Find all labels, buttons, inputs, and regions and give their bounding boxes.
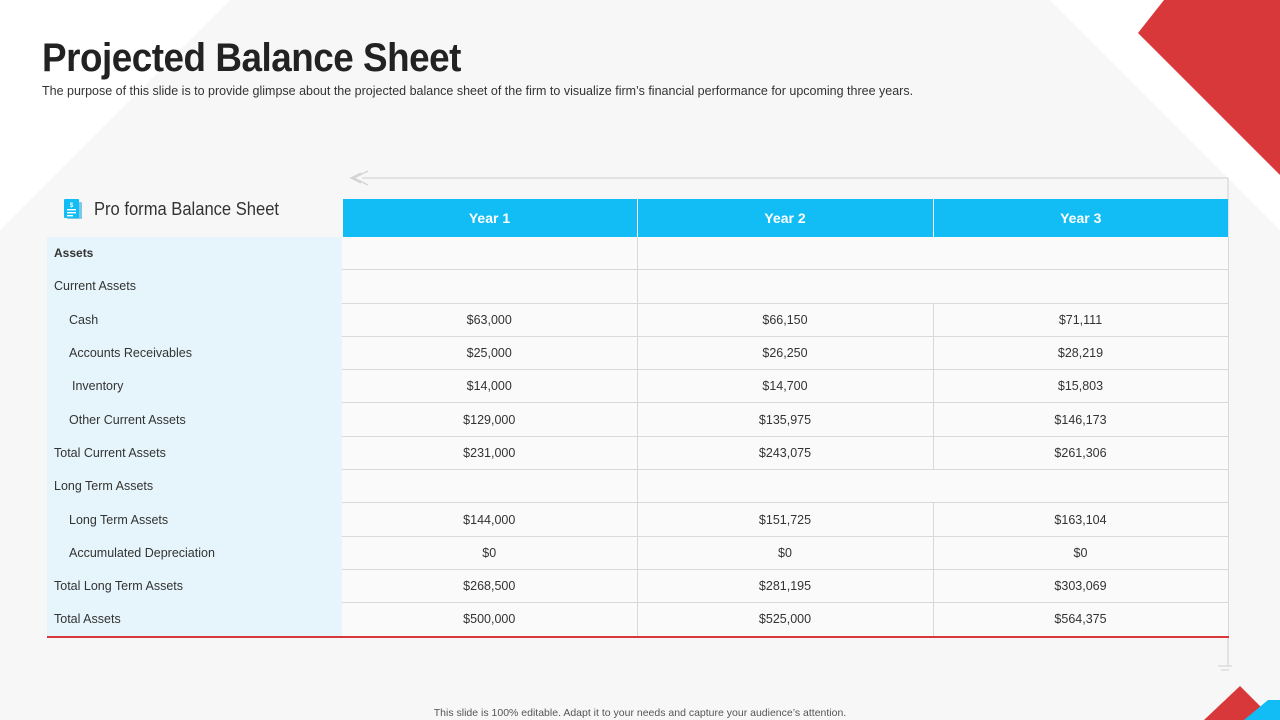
table-row (47, 470, 1228, 503)
row-label: Accounts Receivables (47, 336, 342, 369)
row-label: Current Assets (47, 270, 342, 303)
page-title: Projected Balance Sheet (42, 36, 461, 80)
table-row (47, 503, 1228, 536)
cell-year-1 (342, 470, 637, 503)
cell-year-2: $0 (637, 536, 933, 569)
cell-year-3: $303,069 (933, 569, 1228, 602)
table-row (47, 603, 1228, 637)
table-row (47, 536, 1228, 569)
cell-year-3: $163,104 (933, 503, 1228, 536)
cell-year-2: $14,700 (637, 370, 933, 403)
cell-year-2: $66,150 (637, 303, 933, 336)
cell-year-1 (342, 270, 637, 303)
footer-note: This slide is 100% editable. Adapt it to your needs and capture your audience’s attention. (433, 707, 847, 719)
cell-year-1: $0 (342, 536, 637, 569)
cell-year-3: $15,803 (933, 370, 1228, 403)
cell-year-2-3 (637, 270, 1228, 303)
cell-year-3: $0 (933, 536, 1228, 569)
row-label: Accumulated Depreciation (47, 536, 342, 569)
row-label: Long Term Assets (47, 470, 342, 503)
row-label: Inventory (47, 370, 342, 403)
table-row (47, 403, 1228, 436)
table-row (47, 370, 1228, 403)
cell-year-2: $135,975 (637, 403, 933, 436)
header-year-3: Year 3 (933, 199, 1228, 237)
cell-year-3: $28,219 (933, 336, 1228, 369)
cell-year-1: $25,000 (342, 336, 637, 369)
table-row (47, 569, 1228, 602)
table-label-text: Pro forma Balance Sheet (94, 198, 280, 219)
balance-sheet-table (47, 199, 1229, 638)
cell-year-1: $14,000 (342, 370, 637, 403)
cell-year-1: $500,000 (342, 603, 637, 637)
page-subtitle: The purpose of this slide is to provide glimpse about the projected balance sheet of the firm to visualize firm’s financial performance for upcoming three years. (42, 84, 914, 98)
table-row (47, 336, 1228, 369)
cell-year-2-3 (637, 470, 1228, 503)
document-dollar-icon (62, 198, 84, 220)
cell-year-2: $151,725 (637, 503, 933, 536)
header-year-2: Year 2 (637, 199, 933, 237)
cell-year-3: $564,375 (933, 603, 1228, 637)
table-label (62, 198, 295, 220)
cell-year-3: $71,111 (933, 303, 1228, 336)
row-label: Other Current Assets (47, 403, 342, 436)
cell-year-3: $146,173 (933, 403, 1228, 436)
top-right-red-triangle (1138, 0, 1280, 175)
table-row (47, 237, 1228, 270)
cell-year-1: $231,000 (342, 436, 637, 469)
cell-year-1: $129,000 (342, 403, 637, 436)
header-year-1: Year 1 (342, 199, 637, 237)
table-row (47, 436, 1228, 469)
table-row (47, 270, 1228, 303)
cell-year-2-3 (637, 237, 1228, 270)
cell-year-1: $63,000 (342, 303, 637, 336)
balance-sheet-table-container (47, 199, 1228, 638)
cell-year-3: $261,306 (933, 436, 1228, 469)
row-label: Total Assets (47, 603, 342, 637)
cell-year-2: $525,000 (637, 603, 933, 637)
row-label: Assets (47, 237, 342, 270)
row-label: Total Current Assets (47, 436, 342, 469)
cell-year-2: $243,075 (637, 436, 933, 469)
cell-year-2: $26,250 (637, 336, 933, 369)
row-label: Total Long Term Assets (47, 569, 342, 602)
cell-year-1: $144,000 (342, 503, 637, 536)
cell-year-1: $268,500 (342, 569, 637, 602)
cell-year-2: $281,195 (637, 569, 933, 602)
cell-year-1 (342, 237, 637, 270)
row-label: Cash (47, 303, 342, 336)
table-row (47, 303, 1228, 336)
row-label: Long Term Assets (47, 503, 342, 536)
svg-text:$: $ (69, 203, 74, 209)
